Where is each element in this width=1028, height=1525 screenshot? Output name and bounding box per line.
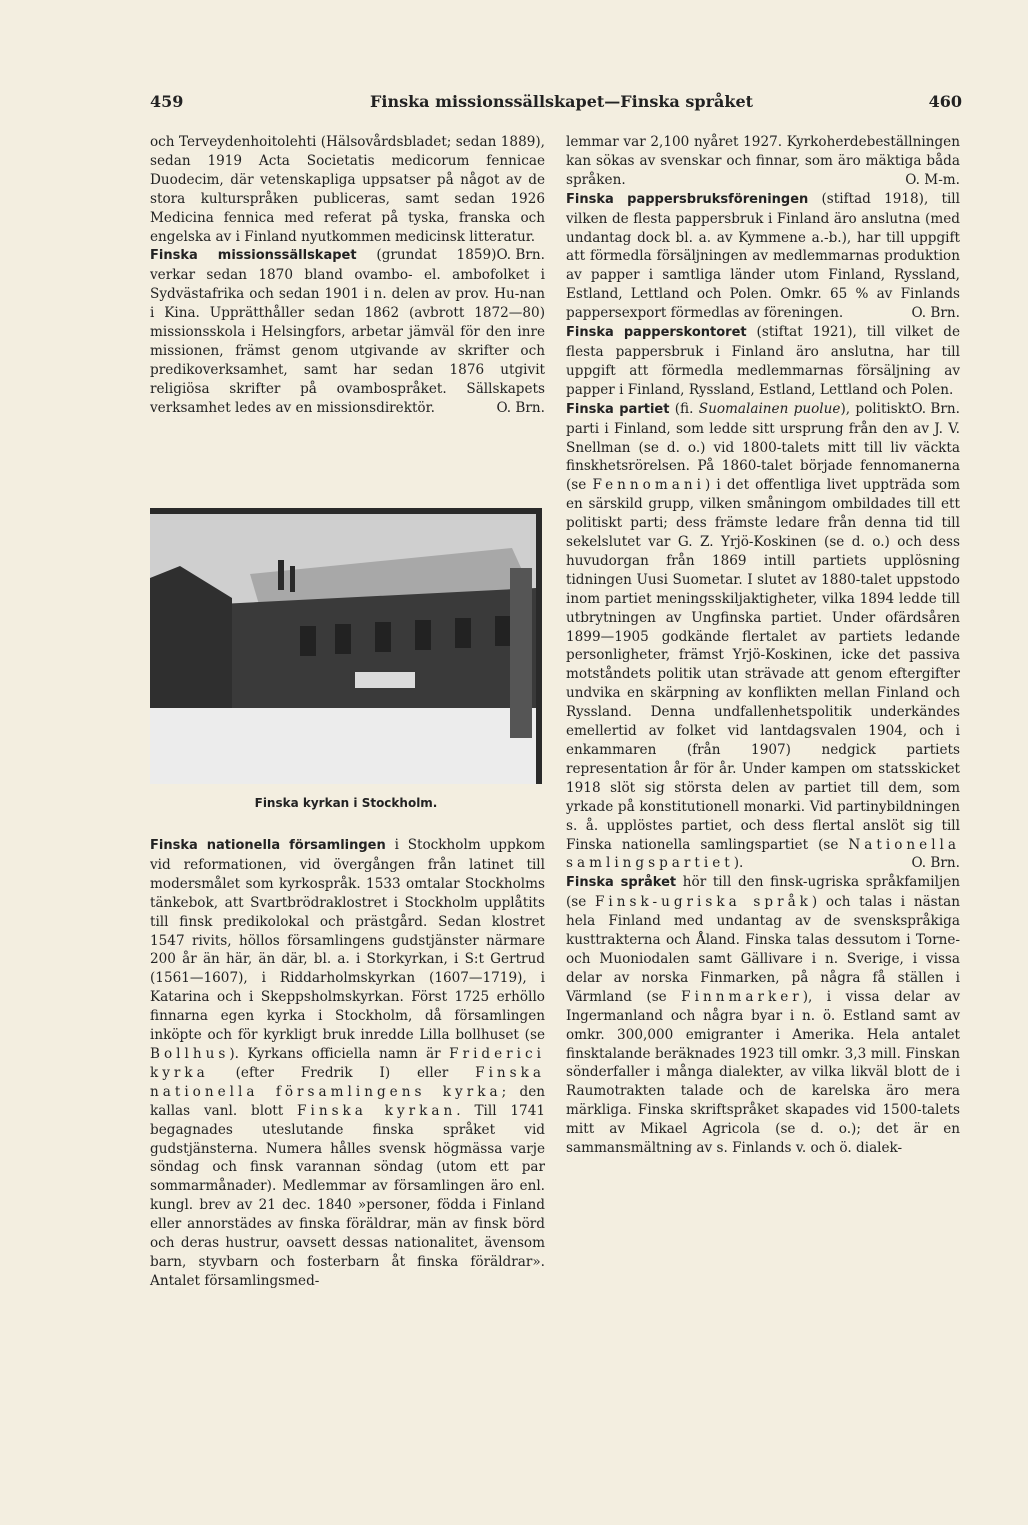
- emphasized-term: Finska kyrkan: [297, 1102, 457, 1119]
- entry-text: hör till den finsk-ugriska språkfamiljen (se: [566, 874, 960, 911]
- entry-text: (stiftad 1918), till vilken de flesta pappersbruk i Finland äro anslutna (med undantag dock bl. a. av Kymmene a.-b.), har till uppgift att förmedla försäljningen av medlemmarnas produktion av papper i samtliga länder utom Finland, Ryssland, Estland, Lettland och Polen. Omkr. 65 % av Finlands pappersexport förmedlas av föreningen.: [566, 190, 960, 322]
- cross-reference: Bollhus: [150, 1045, 230, 1062]
- entry-headword: Finska nationella församlingen: [150, 838, 386, 853]
- entry-text: (grundat 1859) verkar sedan 1870 bland ovambo- el. ambofolket i Sydvästafrika och sedan 1901 i n. delen av prov. Hu-nan i Kina. Upprätthåller sedan 1862 (avbrott 1872—80) missionsskola i Helsingfors, arbetar jämväl för den inre missionen, främst genom utgivande av skrifter och predikoverksamhet, samt har sedan 1876 utgivit religiösa skrifter på ovambospråket. Sällskapets verksamhet ledes av en missionsdirektör.: [150, 247, 545, 416]
- photo-tree: [510, 568, 532, 738]
- author-signature: O. Brn.: [911, 855, 960, 872]
- right-column: [566, 133, 960, 1158]
- entry-headword: Finska pappersbruksföreningen: [566, 191, 809, 207]
- entry-headword: Finska missionssällskapet: [150, 248, 357, 264]
- entry-text: ), politiskt parti i Finland, som ledde sitt ursprung från den av J. V. Snellman (se d. o.) vid 1800-talets mitt till liv väckta finskhetsrörelsen. På 1860-talet började fennomanerna (se: [566, 400, 960, 494]
- entry-finska-spraket: [566, 873, 960, 1158]
- entry-text: ).: [733, 855, 744, 872]
- entry-text: (efter Fredrik I) eller: [208, 1064, 476, 1081]
- entry-text: . Till 1741 begagnades uteslutande finska språket vid gudstjänsterna. Numera hålles svensk högmässa varje söndag och finsk varannan söndag (utom ett par sommarmånader). Medlemmar av församlingen äro enl. kungl. brev av 21 dec. 1840 »personer, födda i Finland eller annorstädes av finska föräldrar, män av finsk börd och deras hustrur, oavsett dessas nationalitet, ävensom barn, styvbarn och fosterbarn åt finska föräldrar». Antalet församlingsmed-: [150, 1102, 545, 1289]
- snowy-courtyard: [150, 708, 536, 784]
- emphasized-term: Friderici kyrka: [150, 1045, 545, 1081]
- author-signature: O. Brn.: [911, 400, 960, 417]
- entrance-canopy: [355, 672, 415, 688]
- entry-text: (fi.: [669, 400, 699, 417]
- cross-reference: Fennomani: [592, 477, 705, 494]
- chimney: [290, 566, 295, 592]
- paragraph-text: lemmar var 2,100 nyåret 1927. Kyrkoherdebeställningen kan sökas av svenskar och finnar, som äro mäktiga båda språken.: [566, 134, 960, 188]
- church-photo: [150, 508, 542, 784]
- author-signature: O. Brn.: [911, 305, 960, 322]
- figure-caption: Finska kyrkan i Stockholm.: [254, 796, 438, 810]
- entry-finska-partiet: [566, 400, 960, 874]
- entry-headword: Finska papperskontoret: [566, 325, 747, 341]
- entry-text: ; den kallas vanl. blott: [150, 1083, 546, 1119]
- author-signature: O. Brn.: [496, 399, 545, 416]
- page-number-left: 459: [150, 92, 184, 111]
- page-header: [150, 92, 962, 116]
- church-window: [300, 626, 316, 656]
- church-window: [495, 616, 511, 646]
- entry-headword: Finska språket: [566, 875, 677, 891]
- left-column-top: [150, 133, 545, 418]
- cross-reference: Finsk-ugriska språk: [595, 894, 812, 911]
- church-window: [455, 618, 471, 648]
- church-window: [375, 622, 391, 652]
- left-column-bottom: [150, 836, 545, 1291]
- cross-reference: Finnmarker: [681, 988, 803, 1005]
- church-window: [415, 620, 431, 650]
- author-signature: O. M-m.: [905, 171, 960, 188]
- entry-text: ) och talas i nästan hela Finland med undantag av de svenskspråkiga kusttrakterna och Åland. Finska talas dessutom i Torne- och Muoniodalen samt Gällivare i n. Sverige, i vissa delar av norska Finmarken, på några få ställen i Värmland (se: [566, 894, 960, 1005]
- paragraph-text: och Terveydenhoitolehti (Hälsovårdsbladet; sedan 1889), sedan 1919 Acta Societatis medicorum fennicae Duodecim, där vetenskapliga uppsatser på något av de stora kulturspråken publiceras, samt sedan 1926 Medicina fennica med referat på tyska, franska och engelska av i Finland nyutkommen medicinsk litteratur.: [150, 134, 545, 245]
- entry-finska-pappersbruksforeningen: [566, 190, 960, 323]
- running-title: Finska missionssällskapet—Finska språket: [370, 92, 754, 111]
- church-window: [335, 624, 351, 654]
- photo-frame-top: [150, 508, 542, 514]
- chimney: [278, 560, 284, 590]
- entry-finska-missionssallskapet: [150, 246, 545, 417]
- finnish-name: Suomalainen puolue: [698, 400, 841, 417]
- page-number-right: 460: [928, 92, 962, 111]
- cross-reference: Nationella samlingspartiet: [566, 836, 960, 872]
- photo-frame-right: [536, 508, 542, 784]
- entry-text: ), i vissa delar av Ingermanland och några byar i n. ö. Estland samt av omkr. 300,000 emigranter i Amerika. Hela antalet finsktalande beräknades 1923 till omkr. 3,3 mill. Finskan sönderfaller i många dialekter, av vilka likväl blott de i Raumotrakten talade och de karelska äro mera märkliga. Finska skriftspråket skapades vid 1500-talets mitt av Mikael Agricola (se d. o.); det är en sammansmältning av s. Finlands v. och ö. dialek-: [566, 988, 961, 1157]
- entry-text: ) i det offentliga livet uppträda som en särskild grupp, vilken småningom ombildades till ett politiskt parti; dess främste ledare från denna tid till sekelslutet var G. Z. Yrjö-Koskinen (se d. o.) och dess huvudorgan från 1869 intill partiets upplösning tidningen Uusi Suometar. I slutet av 1880-talet uppstodo inom partiet meningsskiljaktigheter, vilka 1894 ledde till utbrytningen av Ungfinska partiet. Under ofärdsåren 1899—1905 godkände flertalet av partiets ledande personligheter, främst Yrjö-Koskinen, icke det passiva motståndets politik utan strävade att genom eftergifter undvika en skärpning av konflikten mellan Finland och Ryssland. Denna undfallenhetspolitik underkändes emellertid av folket vid lantdagsvalen 1904, och i enkammaren (från 1907) nedgick partiets representation år för år. Under kampen om statsskicket 1918 slöt sig största delen av partiet till dem, som yrkade på konstitutionell monarki. Vid partinybildningen s. å. upplöstes partiet, och dess flertal anslöt sig till Finska nationella samlingspartiet (se: [566, 477, 960, 853]
- entry-finska-nationella-forsamlingen: [150, 836, 545, 1291]
- emphasized-term: Finska nationella församlingens kyrka: [150, 1064, 545, 1100]
- entry-text: ). Kyrkans officiella namn är: [229, 1045, 450, 1062]
- entry-headword: Finska partiet: [566, 401, 670, 417]
- entry-text: (stiftat 1921), till vilket de flesta pappersbruk i Finland äro anslutna, har till uppgift att förmedla medlemmarnas försäljning av papper i Finland, Ryssland, Estland, Lettland och Polen.: [566, 324, 960, 398]
- paragraph-continuation: [566, 133, 960, 190]
- entry-text: i Stockholm uppkom vid reformationen, vid övergången från latinet till modersmålet som kyrkospråk. 1533 omtalar Stockholms tänkebok, att Svartbrödraklostret i Stockholm upplåtits till finsk predikolokal och prästgård. Sedan klostret 1547 rivits, höllos församlingens gudstjänster närmare 200 år än här, än där, bl. a. i Storkyrkan, i S:t Gertrud (1561—1607), i Riddarholmskyrkan (1607—1719), i Katarina och i Skeppsholmskyrkan. Först 1725 erhöllo finnarna egen kyrka i Stockholm, då församlingen inköpte och för kyrkligt bruk inredde Lilla bollhuset (se: [150, 837, 545, 1044]
- author-signature: O. Brn.: [496, 247, 545, 264]
